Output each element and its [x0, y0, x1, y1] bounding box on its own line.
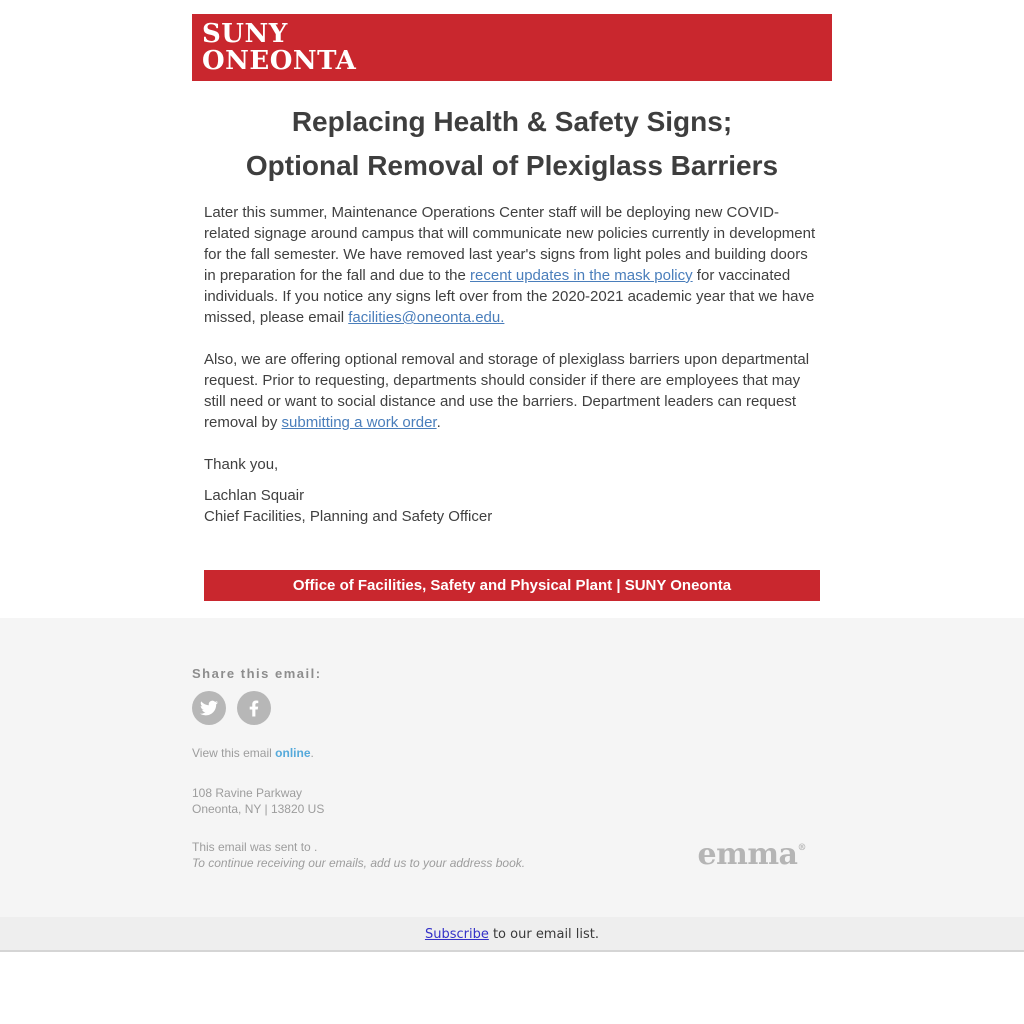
signature-title: Chief Facilities, Planning and Safety Officer [204, 508, 493, 525]
subscribe-bar [0, 917, 1024, 952]
sent-line: This email was sent to . [192, 839, 318, 854]
twitter-icon [200, 699, 218, 717]
view-prefix: View this email [192, 746, 276, 760]
paragraph-text: Also, we are offering optional removal and storage of plexiglass barriers upon departmental request. Prior to requesting, departments should consider if there are employees that may still need or want to social distance and use the barriers. Department leaders can request removal by [204, 351, 810, 431]
paragraph-text: for vaccinated individuals. If you notice any signs left over from the 2020-2021 academic year that we have missed, please email [204, 267, 815, 326]
thank-you-text: Thank you, [204, 456, 279, 473]
signature-name: Lachlan Squair [204, 487, 305, 504]
facebook-share-button[interactable] [237, 691, 271, 725]
facebook-icon [249, 700, 259, 717]
title-line2: Optional Removal of Plexiglass Barriers [245, 150, 779, 181]
paragraph-text: Later this summer, Maintenance Operations Center staff will be deploying new COVID-related signage around campus that will communicate new policies currently in development for the fall semester. We have removed last year's signs from light poles and building doors in preparation for the fall and due to the [204, 204, 816, 284]
logo-line1: SUNY [202, 18, 288, 49]
subscribe-text: to our email list. [488, 927, 600, 942]
email-page [0, 14, 1024, 1024]
view-online-line [192, 746, 832, 761]
facilities-email-link[interactable]: facilities@oneonta.edu. [348, 309, 505, 326]
footer [0, 618, 1024, 917]
emma-wordmark: emma [697, 837, 798, 872]
signature-block [204, 485, 820, 527]
paragraph-plexiglass [204, 349, 820, 433]
suny-oneonta-logo[interactable] [202, 18, 832, 76]
subscribe-link[interactable]: Subscribe [424, 927, 489, 942]
office-banner: Office of Facilities, Safety and Physical Plant | SUNY Oneonta [204, 570, 820, 601]
view-online-link[interactable]: online [275, 746, 311, 760]
social-buttons [192, 691, 832, 725]
address-book-line: To continue receiving our emails, add us to your address book. [192, 855, 526, 870]
twitter-share-button[interactable] [192, 691, 226, 725]
paragraph-text: . [436, 414, 441, 431]
paragraph-signage [204, 202, 820, 328]
sent-info [192, 839, 525, 871]
logo-line2: ONEONTA [202, 45, 357, 76]
registered-mark-icon: ® [797, 843, 806, 853]
address-line2: Oneonta, NY | 13820 US [192, 802, 325, 816]
email-title [204, 100, 820, 188]
email-body [192, 100, 832, 601]
mask-policy-link[interactable]: recent updates in the mask policy [470, 267, 693, 284]
address-line1: 108 Ravine Parkway [192, 786, 303, 800]
footer-content [192, 666, 832, 872]
postal-address [192, 785, 832, 817]
view-suffix: . [310, 746, 314, 760]
emma-logo[interactable] [697, 837, 806, 872]
header-banner [192, 14, 832, 81]
sent-info-row [192, 837, 832, 872]
title-line1: Replacing Health & Safety Signs; [291, 106, 733, 137]
email-column [192, 14, 832, 601]
work-order-link[interactable]: submitting a work order [281, 414, 437, 431]
share-label: Share this email: [192, 666, 322, 681]
